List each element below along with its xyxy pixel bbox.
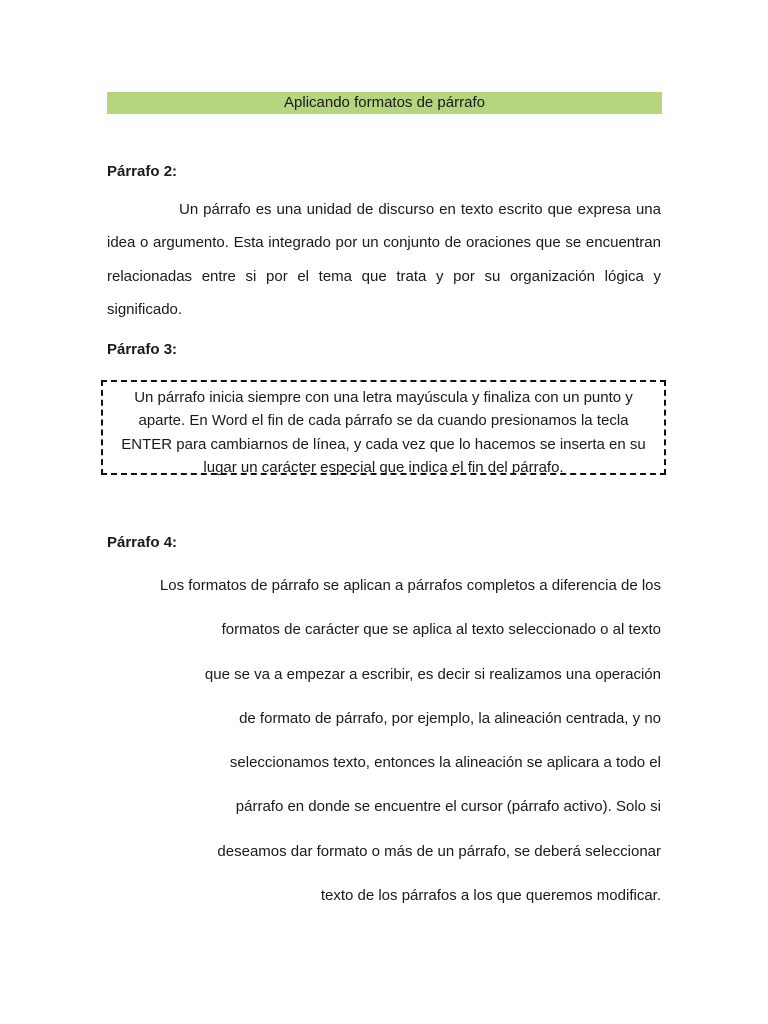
paragraph-2-body: Un párrafo es una unidad de discurso en texto escrito que expresa una idea o argumento. Esta integrado por un conjunto de oraciones que se encuentran relacionadas entre si por el tema que trata y por su organización lógica y significado. (107, 201, 661, 319)
paragraph-4-line: seleccionamos texto, entonces la alineación se aplicara a todo el (229, 754, 661, 772)
document-title: Aplicando formatos de párrafo (107, 92, 662, 114)
paragraph-4-line: deseamos dar formato o más de un párrafo, se deberá seleccionar (217, 842, 661, 860)
paragraph-4-line: texto de los párrafos a los que queremos modificar. (320, 887, 661, 905)
paragraph-3-line: ENTER para cambiarnos de línea, y cada vez que lo hacemos se inserta en su (121, 435, 646, 453)
paragraph-4-line: Los formatos de párrafo se aplican a párrafos completos a diferencia de los (159, 577, 661, 594)
paragraph-4-line: párrafo en donde se encuentre el cursor (párrafo activo). Solo si (235, 798, 661, 816)
heading-parrafo-4: Párrafo 4: (107, 534, 178, 551)
paragraph-4-line: de formato de párrafo, por ejemplo, la alineación centrada, y no (239, 709, 661, 727)
paragraph-3-line: Un párrafo inicia siempre con una letra mayúscula y finaliza con un punto y (134, 389, 633, 406)
paragraph-3-line: aparte. En Word el fin de cada párrafo se da cuando presionamos la tecla (138, 412, 629, 430)
heading-parrafo-2: Párrafo 2: (107, 163, 178, 180)
paragraph-4-body (107, 574, 661, 928)
paragraph-4-line: formatos de carácter que se aplica al texto seleccionado o al texto (221, 621, 661, 639)
heading-parrafo-3: Párrafo 3: (107, 341, 178, 358)
paragraph-4-line: que se va a empezar a escribir, es decir si realizamos una operación (204, 665, 661, 683)
paragraph-3-bordered-box (101, 380, 666, 475)
paragraph-3-line: lugar un carácter especial que indica el fin del párrafo. (203, 458, 564, 476)
